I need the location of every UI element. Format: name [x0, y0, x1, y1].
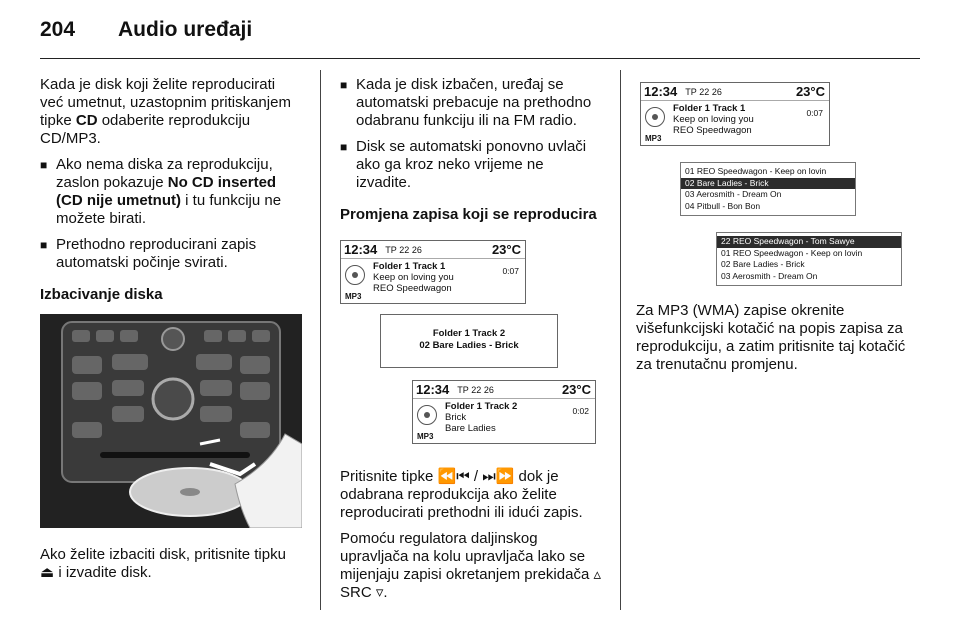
page-title: Audio uređaji	[118, 18, 253, 41]
status-bar	[341, 241, 525, 259]
track-list-figure	[636, 80, 906, 292]
song-title: Keep on loving you	[373, 272, 454, 283]
bullet-item: ■ Kada je disk izbačen, uređaj se automatski prebacuje na prethodno odabranu funkciju ili na FM radio.	[340, 76, 602, 130]
display-screen	[412, 380, 596, 444]
folder-track: Folder 1 Track 1	[373, 261, 446, 272]
list-item-selected: 02 Bare Ladies - Brick	[681, 178, 855, 190]
folder-track: Folder 1 Track 1	[673, 103, 746, 114]
disc-icon	[345, 265, 365, 285]
track-info	[673, 103, 754, 136]
status-bar	[413, 381, 595, 399]
list-item: 03 Aerosmith - Dream On	[685, 189, 782, 199]
bullet-item	[40, 156, 302, 228]
artist: REO Speedwagon	[373, 283, 452, 294]
column-divider	[320, 70, 321, 610]
folder-track: Folder 1 Track 2	[445, 401, 518, 412]
list-item-selected: 22 REO Speedwagon - Tom Sawye	[717, 236, 901, 248]
disc-icon	[645, 107, 665, 127]
outside-temperature: 23°C	[795, 83, 825, 99]
artist: REO Speedwagon	[673, 125, 752, 136]
cd-key: CD	[75, 112, 98, 129]
disc-icon	[417, 405, 437, 425]
temp-left: 22	[471, 384, 482, 395]
list-item: 02 Bare Ladies - Brick	[721, 259, 805, 269]
temp-left: 22	[399, 244, 410, 255]
bullet-item: ■ Prethodno reproducirani zapis automatski počinje svirati.	[40, 236, 302, 272]
paragraph: Pritisnite tipke ⏪⏮ / ⏭⏩ dok je odabrana reprodukcija ako želite reproducirati prethodni ili idući zapis.	[340, 468, 583, 521]
status-bar	[641, 83, 829, 101]
text: odaberite reprodukciju CD/MP3.	[40, 112, 251, 147]
column-divider	[620, 70, 621, 610]
outside-temperature: 23°C	[561, 381, 591, 397]
track-info	[445, 401, 517, 434]
tp-indicator: TP	[457, 384, 469, 395]
paragraph: Ako želite izbaciti disk, pritisnite tipku ⏏ i izvadite disk.	[40, 546, 286, 581]
paragraph: Pomoću regulatora daljinskog upravljača na kolu upravljača lako se mijenjaju zapisi okretanjem prekidača ▵ SRC ▿.	[340, 530, 601, 601]
clock: 12:34	[416, 381, 450, 397]
popup-line-2: 02 Bare Ladies - Brick	[419, 340, 519, 351]
artist: Bare Ladies	[445, 423, 496, 434]
list-item: 01 REO Speedwagon - Keep on lovin	[685, 166, 827, 176]
display-screen	[340, 240, 526, 304]
radio-panel-illustration	[40, 314, 302, 528]
paragraph	[40, 76, 302, 148]
play-time: 0:07	[502, 266, 519, 276]
list-item: 01 REO Speedwagon - Keep on lovin	[721, 247, 863, 258]
column-3	[636, 76, 906, 382]
text: Kada je disk koji želite reproducirati već umetnut, uzastopnim pritiskanjem tipke	[40, 76, 291, 129]
page-number: 204	[40, 18, 76, 41]
temp-left: 22	[699, 86, 710, 97]
outside-temperature: 23°C	[491, 241, 521, 257]
mp3-label: MP3	[345, 292, 362, 301]
play-time: 0:07	[806, 108, 823, 118]
header-rule	[40, 58, 920, 59]
section-heading: Promjena zapisa koji se reproducira	[340, 206, 597, 223]
paragraph: Za MP3 (WMA) zapise okrenite višefunkcijski kotačić na popis zapisa za reprodukciju, a zatim pritisnite taj kotačić za trenutačnu promjenu.	[636, 302, 906, 373]
tp-indicator: TP	[385, 244, 397, 255]
display-screen	[640, 82, 830, 146]
temp-right: 26	[483, 384, 494, 395]
temp-right: 26	[711, 86, 722, 97]
tp-indicator: TP	[685, 86, 697, 97]
popup-line-1: Folder 1 Track 2	[432, 328, 506, 339]
section-heading: Izbacivanje diska	[40, 286, 163, 303]
song-title: Brick	[445, 412, 467, 423]
track-list	[680, 162, 856, 216]
clock: 12:34	[344, 241, 378, 257]
cd-eject-photo	[40, 314, 302, 528]
temp-right: 26	[411, 244, 422, 255]
track-change-figure	[336, 236, 598, 454]
list-item: 04 Pitbull - Bon Bon	[685, 200, 761, 211]
bullet-item: ■ Disk se automatski ponovno uvlači ako ga kroz neko vrijeme ne izvadite.	[340, 138, 602, 192]
play-time: 0:02	[572, 406, 589, 416]
mp3-label: MP3	[645, 134, 662, 143]
display-message: No CD inserted (CD nije umetnut)	[56, 174, 277, 209]
track-info	[373, 261, 454, 294]
song-title: Keep on loving you	[673, 114, 754, 125]
clock: 12:34	[644, 83, 678, 99]
track-list	[716, 232, 902, 286]
list-item: 03 Aerosmith - Dream On	[721, 270, 818, 281]
track-popup	[380, 314, 558, 368]
page-header	[40, 18, 252, 42]
text: Ako nema diska za reprodukciju, zaslon pokazuje	[56, 156, 273, 191]
column-2	[340, 76, 602, 610]
column-1	[40, 76, 302, 590]
mp3-label: MP3	[417, 432, 434, 441]
text: i tu funkciju ne možete birati.	[56, 192, 282, 227]
